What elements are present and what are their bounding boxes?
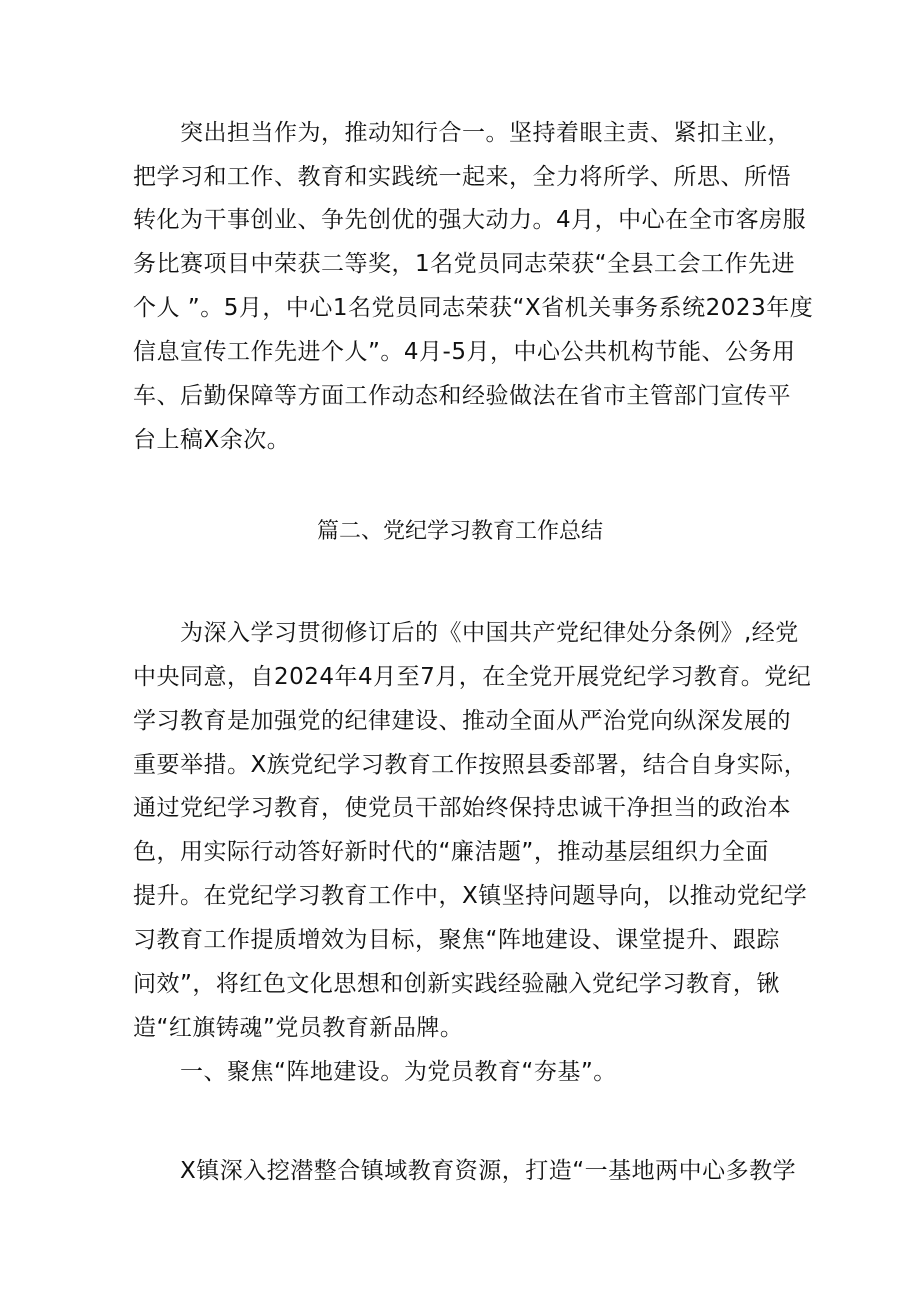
- section-title: 篇二、党纪学习教育工作总结: [316, 519, 603, 544]
- text-line: 突出担当作为，推动知行合一。坚持着眼主责、紧扣主业，: [180, 120, 791, 146]
- text-line: 中央同意，自2024年4月至7月，在全党开展党纪学习教育。党纪: [133, 664, 812, 690]
- text-line: 通过党纪学习教育，使党员干部始终保持忠诚干净担当的政治本: [133, 795, 791, 821]
- text-line: 重要举措。X族党纪学习教育工作按照县委部署，结合自身实际，: [133, 752, 808, 778]
- text-line: 问效”，将红色文化思想和创新实践经验融入党纪学习教育，锹: [133, 971, 780, 997]
- text-line: 把学习和工作、教育和实践统一起来，全力将所学、所思、所悟: [133, 164, 791, 190]
- subheading-1: 一、聚焦“阵地建设。为党员教育“夯基”。: [180, 1059, 617, 1085]
- text-line: X镇深入挖潜整合镇域教育资源，打造“一基地两中心多教学: [180, 1158, 797, 1184]
- text-line: 信息宣传工作先进个人”。4月-5月，中心公共机构节能、公务用: [133, 339, 796, 365]
- text-line: 转化为干事创业、争先创优的强大动力。4月，中心在全市客房服: [133, 207, 807, 233]
- text-line: 造“红旗铸魂”党员教育新品牌。: [133, 1015, 464, 1041]
- text-line: 提升。在党纪学习教育工作中，X镇坚持问题导向，以推动党纪学: [133, 883, 808, 909]
- text-line: 个人 ”。5月，中心1名党员同志荣获“X省机关事务系统2023年度: [133, 295, 814, 321]
- text-line: 学习教育是加强党的纪律建设、推动全面从严治党向纵深发展的: [133, 708, 791, 734]
- text-line: 色，用实际行动答好新时代的“廉洁题”，推动基层组织力全面: [133, 839, 769, 865]
- text-line: 为深入学习贯彻修订后的《中国共产党纪律处分条例》,经党: [180, 620, 799, 646]
- text-line: 习教育工作提质增效为目标，聚焦“阵地建设、课堂提升、跟踪: [133, 927, 780, 953]
- text-line: 务比赛项目中荣获二等奖，1名党员同志荣获“全县工会工作先进: [133, 251, 796, 277]
- text-line: 车、后勤保障等方面工作动态和经验做法在省市主管部门宣传平: [133, 383, 791, 409]
- text-line: 台上稿X余次。: [133, 427, 291, 453]
